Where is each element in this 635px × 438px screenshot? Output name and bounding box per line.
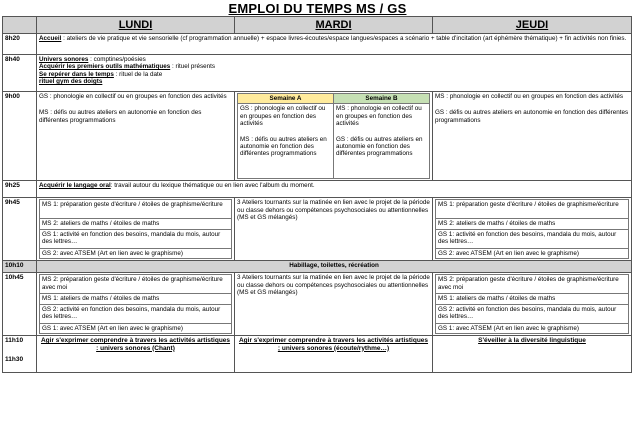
semaine-a-gs: GS : phonologie en collectif ou en groupes en fonction des activités: [240, 105, 326, 128]
row-10h45: [3, 273, 632, 336]
day-header-jeudi: JEUDI: [433, 17, 632, 34]
lundi-10h45-gs1: GS 1: avec ATSEM (Art en lien avec le graphisme): [40, 323, 232, 333]
recreation-cell: Habillage, toilettes, récréation: [37, 261, 632, 273]
jeudi-9h45-gs1: GS 1: activité en fonction des besoins, mandala du mois, autour des lettres…: [436, 229, 629, 248]
day-header-mardi: MARDI: [235, 17, 433, 34]
jeudi-9h45-gs2: GS 2: avec ATSEM (Art en lien avec le graphisme): [436, 248, 629, 258]
jeudi-9h00-ms: MS : phonologie en collectif ou en groupes en fonction des activités: [435, 93, 623, 100]
lundi-9h00: [37, 92, 235, 181]
mardi-11h10: Agir s'exprimer comprendre à travers les activités artistiques ; univers sonores (écoute/rythme…): [235, 336, 433, 373]
jeudi-9h00: [433, 92, 632, 181]
jeudi-10h45: [433, 273, 632, 336]
langage-oral-cell: [37, 181, 632, 198]
lundi-10h45-ms1: MS 1: ateliers de maths / étoiles de maths: [40, 294, 232, 304]
time-10h10: 10h10: [3, 261, 37, 273]
time-11h30-label: 11h30: [5, 356, 24, 364]
row-10h10: [3, 261, 632, 273]
semaine-b-ms: MS : phonologie en collectif ou en groupes en fonction des activités: [336, 105, 422, 128]
semaine-table: [237, 93, 430, 179]
time-10h45: 10h45: [3, 273, 37, 336]
semaine-a-ms: MS : défis ou autres ateliers en autonomie en fonction des différentes programmations: [240, 135, 327, 158]
accueil-text: : ateliers de vie pratique et vie sensorielle (cf programmation annuelle) + espace livres-écoutes/espace langues/espaces a scénario + table d'incitation (art éphémère thématique) + fin activités non finies.: [61, 35, 627, 42]
row-11h10: [3, 336, 632, 373]
rituels-cell: [37, 55, 632, 92]
langage-oral-text: : travail autour du lexique thématique ou en lien avec l'album du moment.: [110, 182, 315, 190]
jeudi-9h45-ms2: MS 2: ateliers de maths / étoiles de maths: [436, 219, 629, 229]
mardi-10h45: 3 Ateliers tournants sur la matinée en lien avec le projet de la période ou classe dehors ou compétences psychosociales ou attentionnelles (MS et GS mélangés): [235, 273, 433, 336]
row-9h00: [3, 92, 632, 181]
time-9h00: 9h00: [3, 92, 37, 181]
temps-text: : rituel de la date: [113, 70, 163, 78]
outils-maths-text: : rituel présents: [170, 63, 216, 71]
gym-doigts-label: rituel gym des doigts: [39, 78, 103, 86]
semaine-a-header: Semaine A: [238, 94, 334, 104]
mardi-9h00: [235, 92, 433, 181]
jeudi-10h45-ms2: MS 2: préparation geste d'écriture / étoiles de graphisme/écriture avec moi: [436, 275, 629, 294]
jeudi-9h45-ms1: MS 1: préparation geste d'écriture / étoiles de graphisme/écriture: [436, 200, 629, 219]
time-8h40: 8h40: [3, 55, 37, 92]
time-8h20: 8h20: [3, 34, 37, 55]
day-header-lundi: LUNDI: [37, 17, 235, 34]
univers-sonores-label: Univers sonores: [39, 56, 89, 63]
page-title: EMPLOI DU TEMPS MS / GS: [228, 1, 407, 16]
langage-oral-label: Acquérir le langage oral: [39, 182, 111, 190]
lundi-10h45-ms2: MS 2: préparation geste d'écriture / étoiles de graphisme/écriture avec moi: [40, 275, 232, 294]
time-9h25: 9h25: [3, 181, 37, 198]
mardi-9h45: 3 Ateliers tournants sur la matinée en lien avec le projet de la période ou classe dehors ou compétences psychosociales ou attentionnelles (MS et GS mélangés): [235, 198, 433, 261]
corner-cell: [3, 17, 37, 34]
time-11h10-label: 11h10: [5, 337, 24, 345]
jeudi-10h45-gs2: GS 2: activité en fonction des besoins, mandala du mois, autour des lettres…: [436, 304, 629, 323]
semaine-a-cell: [238, 104, 334, 179]
row-9h25: [3, 181, 632, 198]
semaine-b-gs: GS : défis ou autres ateliers en autonomie en fonction des différentes programmations: [336, 135, 423, 158]
jeudi-11h10: S'éveiller à la diversité linguistique: [433, 336, 632, 373]
row-8h20: [3, 34, 632, 55]
timetable: [2, 16, 632, 373]
lundi-10h45-gs2: GS 2: activité en fonction des besoins, mandala du mois, autour des lettres…: [40, 304, 232, 323]
semaine-b-cell: [334, 104, 430, 179]
time-9h45: 9h45: [3, 198, 37, 261]
temps-label: Se repérer dans le temps: [39, 70, 114, 78]
lundi-9h45-ms1: MS 1: préparation geste d'écriture / étoiles de graphisme/écriture: [40, 200, 232, 219]
jeudi-9h00-gs: GS : défis ou autres ateliers en autonomie en fonction des différentes programmations: [435, 109, 629, 124]
accueil-label: Accueil: [39, 35, 62, 42]
lundi-11h10: Agir s'exprimer comprendre à travers les activités artistiques : univers sonores (Chant): [37, 336, 235, 373]
lundi-9h00-ms: MS : défis ou autres ateliers en autonomie en fonction des différentes programmations: [39, 109, 202, 124]
semaine-b-header: Semaine B: [334, 94, 430, 104]
lundi-9h45-gs2: GS 2: avec ATSEM (Art en lien avec le graphisme): [40, 248, 232, 258]
jeudi-10h45-gs1: GS 1: avec ATSEM (Art en lien avec le graphisme): [436, 323, 629, 333]
lundi-9h45-ms2: MS 2: ateliers de maths / étoiles de maths: [40, 219, 232, 229]
time-11h10: [3, 336, 37, 373]
jeudi-10h45-ms1: MS 1: ateliers de maths / étoiles de maths: [436, 294, 629, 304]
univers-sonores-text: : comptines/poésies: [88, 56, 146, 63]
jeudi-9h45: [433, 198, 632, 261]
row-8h40: [3, 55, 632, 92]
row-9h45: [3, 198, 632, 261]
outils-maths-label: Acquérir les premiers outils mathématiques: [39, 63, 171, 71]
lundi-10h45: [37, 273, 235, 336]
lundi-9h45-gs1: GS 1: activité en fonction des besoins, mandala du mois, autour des lettres…: [40, 229, 232, 248]
header-row: [3, 17, 632, 34]
lundi-9h45: [37, 198, 235, 261]
lundi-9h00-gs: GS : phonologie en collectif ou en groupes en fonction des activités: [39, 93, 227, 100]
accueil-cell: [37, 34, 632, 55]
